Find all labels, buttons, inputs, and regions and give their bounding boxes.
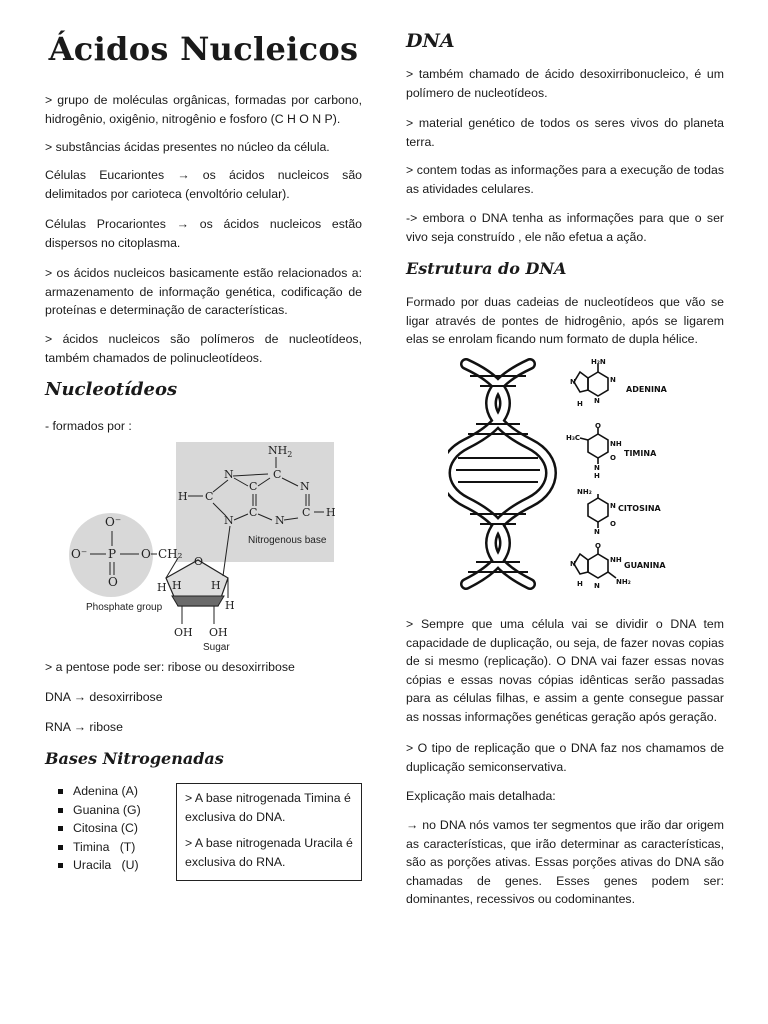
bases-heading: Bases Nitrogenadas bbox=[45, 749, 224, 768]
intro-paragraph-6: > ácidos nucleicos são polímeros de nucleotídeos, também chamados de polinucleotídeos. bbox=[45, 332, 362, 365]
base-label-adenina: ADENINA bbox=[626, 385, 667, 394]
guanina-h: H bbox=[577, 580, 583, 588]
guanina-n2: N bbox=[594, 582, 600, 590]
page-title: Ácidos Nucleicos bbox=[48, 30, 359, 68]
sugar-oh-2: OH bbox=[209, 626, 228, 639]
list-item: Citosina (C) bbox=[45, 819, 175, 838]
nitrogenous-base-label: Nitrogenous base bbox=[248, 535, 327, 546]
dna-helix-diagram bbox=[448, 358, 738, 608]
intro-paragraph-5: > os ácidos nucleicos basicamente estão relacionados a: armazenamento de informação genética, codificação de proteínas e determinação de características. bbox=[45, 266, 362, 318]
note-uracila: > A base nitrogenada Uracila é exclusiva do RNA. bbox=[185, 836, 353, 869]
list-item: Uracila (U) bbox=[45, 856, 175, 875]
base-label-citosina: CITOSINA bbox=[618, 504, 661, 513]
base-c-right: C bbox=[302, 506, 311, 519]
dna-heading: DNA bbox=[406, 30, 455, 52]
list-item: Timina (T) bbox=[45, 838, 175, 857]
timina-o1: O bbox=[595, 422, 601, 430]
phosphate-group-label: Phosphate group bbox=[86, 602, 163, 613]
dna-paragraph-1: > também chamado de ácido desoxirribonucleico, é um polímero de nucleotídeos. bbox=[406, 67, 724, 100]
timina-n: N bbox=[594, 464, 600, 472]
sugar-label: Sugar bbox=[203, 642, 230, 653]
dna-paragraph-3: > contem todas as informações para a execução de todas as atividades celulares. bbox=[406, 163, 724, 196]
intro-paragraph-1: > grupo de moléculas orgânicas, formadas por carbono, hidrogênio, oxigênio, nitrogênio e fosforo (C H O N P). bbox=[45, 93, 362, 126]
explanation-heading: Explicação mais detalhada: bbox=[406, 789, 556, 803]
sugar-h3: H bbox=[211, 579, 221, 592]
ch2-label: CH₂ bbox=[158, 547, 183, 561]
base-h-left: H bbox=[178, 490, 188, 503]
base-n-right-top: N bbox=[300, 480, 310, 493]
estrutura-heading: Estrutura do DNA bbox=[406, 259, 567, 278]
citosina-n2: N bbox=[594, 528, 600, 536]
adenina-n1: N bbox=[610, 376, 616, 384]
nucleotideos-heading: Nucleotídeos bbox=[45, 379, 178, 400]
rna-sugar-line: RNA → ribose bbox=[45, 720, 123, 734]
phosphate-o-right: O bbox=[141, 547, 151, 561]
bases-list bbox=[45, 782, 175, 875]
nucleotide-diagram bbox=[68, 438, 368, 656]
sugar-h1: H bbox=[157, 581, 167, 594]
intro-paragraph-2: > substâncias ácidas presentes no núcleo da célula. bbox=[45, 140, 330, 154]
guanina-o: O bbox=[595, 542, 601, 550]
dna-paragraph-2: > material genético de todos os seres vivos do planeta terra. bbox=[406, 116, 724, 149]
phosphate-o-bottom: O bbox=[108, 575, 118, 589]
adenina-h2n: H₂N bbox=[591, 358, 606, 366]
timina-nh: NH bbox=[610, 440, 622, 448]
intro-paragraph-4: Células Procariontes → os ácidos nucleicos estão dispersos no citoplasma. bbox=[45, 217, 362, 250]
list-item: Adenina (A) bbox=[45, 782, 175, 801]
guanina-nh: NH bbox=[610, 556, 622, 564]
citosina-structure bbox=[588, 494, 608, 528]
timina-h3c: H₃C bbox=[566, 434, 581, 442]
estrutura-paragraph: Formado por duas cadeias de nucleotídeos que vão se ligar através de pontes de hidrogênio, após se ligarem elas se enrolam ficando num formato de dupla hélice. bbox=[406, 295, 724, 347]
dna-sugar-line: DNA → desoxirribose bbox=[45, 690, 163, 704]
base-n-right-bottom: N bbox=[275, 514, 285, 527]
base-n-left-top: N bbox=[224, 468, 234, 481]
exclusive-bases-note bbox=[176, 783, 362, 881]
replication-paragraph-3: → no DNA nós vamos ter segmentos que irão dar origem as características, que irão determinar as características, são as porções ativas. Essas porções ativas do DNA são chamadas de genes. Esses genes podem ser: dominantes, recessivos ou codominantes. bbox=[406, 818, 724, 907]
base-c-mid: C bbox=[249, 480, 258, 493]
phosphate-o-top: O⁻ bbox=[105, 515, 122, 529]
base-c-left: C bbox=[205, 490, 214, 503]
citosina-n: N bbox=[610, 502, 616, 510]
citosina-o: O bbox=[610, 520, 616, 528]
timina-structure bbox=[580, 428, 608, 464]
intro-paragraph-3: Células Eucariontes → os ácidos nucleicos são delimitados por carioteca (envoltório celular). bbox=[45, 168, 362, 201]
adenina-h: H bbox=[577, 400, 583, 408]
base-c-mid2: C bbox=[249, 506, 258, 519]
base-h-right: H bbox=[326, 506, 336, 519]
sugar-h2: H bbox=[172, 579, 182, 592]
timina-o2: O bbox=[610, 454, 616, 462]
list-item: Guanina (G) bbox=[45, 801, 175, 820]
base-label-guanina: GUANINA bbox=[624, 561, 666, 570]
guanina-nh2: NH₂ bbox=[616, 578, 631, 586]
sugar-h4: H bbox=[225, 599, 235, 612]
replication-paragraph-1: > Sempre que uma célula vai se dividir o DNA tem capacidade de duplicação, ou seja, de fazer novas copias de si mesmo (replicação). O DNA vai fazer essas novas cópias e essas novas cópias idênticas serão passadas para as células filhas, e assim a gente consegue passar as nossas informações genéticas geração após geração. bbox=[406, 617, 724, 724]
citosina-nh2: NH₂ bbox=[577, 488, 592, 496]
adenina-n3: N bbox=[594, 397, 600, 405]
base-n-bottom: N bbox=[224, 514, 234, 527]
sugar-oh-1: OH bbox=[174, 626, 193, 639]
adenina-structure bbox=[574, 364, 608, 396]
note-timina: > A base nitrogenada Timina é exclusiva do DNA. bbox=[185, 791, 351, 824]
replication-paragraph-2: > O tipo de replicação que o DNA faz nos chamamos de duplicação semiconservativa. bbox=[406, 741, 724, 774]
formados-por-text: - formados por : bbox=[45, 419, 132, 433]
adenina-n2: N bbox=[570, 378, 576, 386]
timina-h: H bbox=[594, 472, 600, 480]
sugar-o: O bbox=[194, 555, 204, 568]
phosphate-p: P bbox=[108, 547, 117, 561]
guanina-n1: N bbox=[570, 560, 576, 568]
phosphate-o-left: O⁻ bbox=[71, 547, 88, 561]
nh2-label: $NH_2$ bbox=[268, 444, 293, 459]
dna-paragraph-4: -> embora o DNA tenha as informações para que o ser vivo seja construído , ele não efetua a ação. bbox=[406, 211, 724, 244]
base-label-timina: TIMINA bbox=[624, 449, 657, 458]
pentose-text: > a pentose pode ser: ribose ou desoxirribose bbox=[45, 660, 295, 674]
base-c-top: C bbox=[273, 468, 282, 481]
